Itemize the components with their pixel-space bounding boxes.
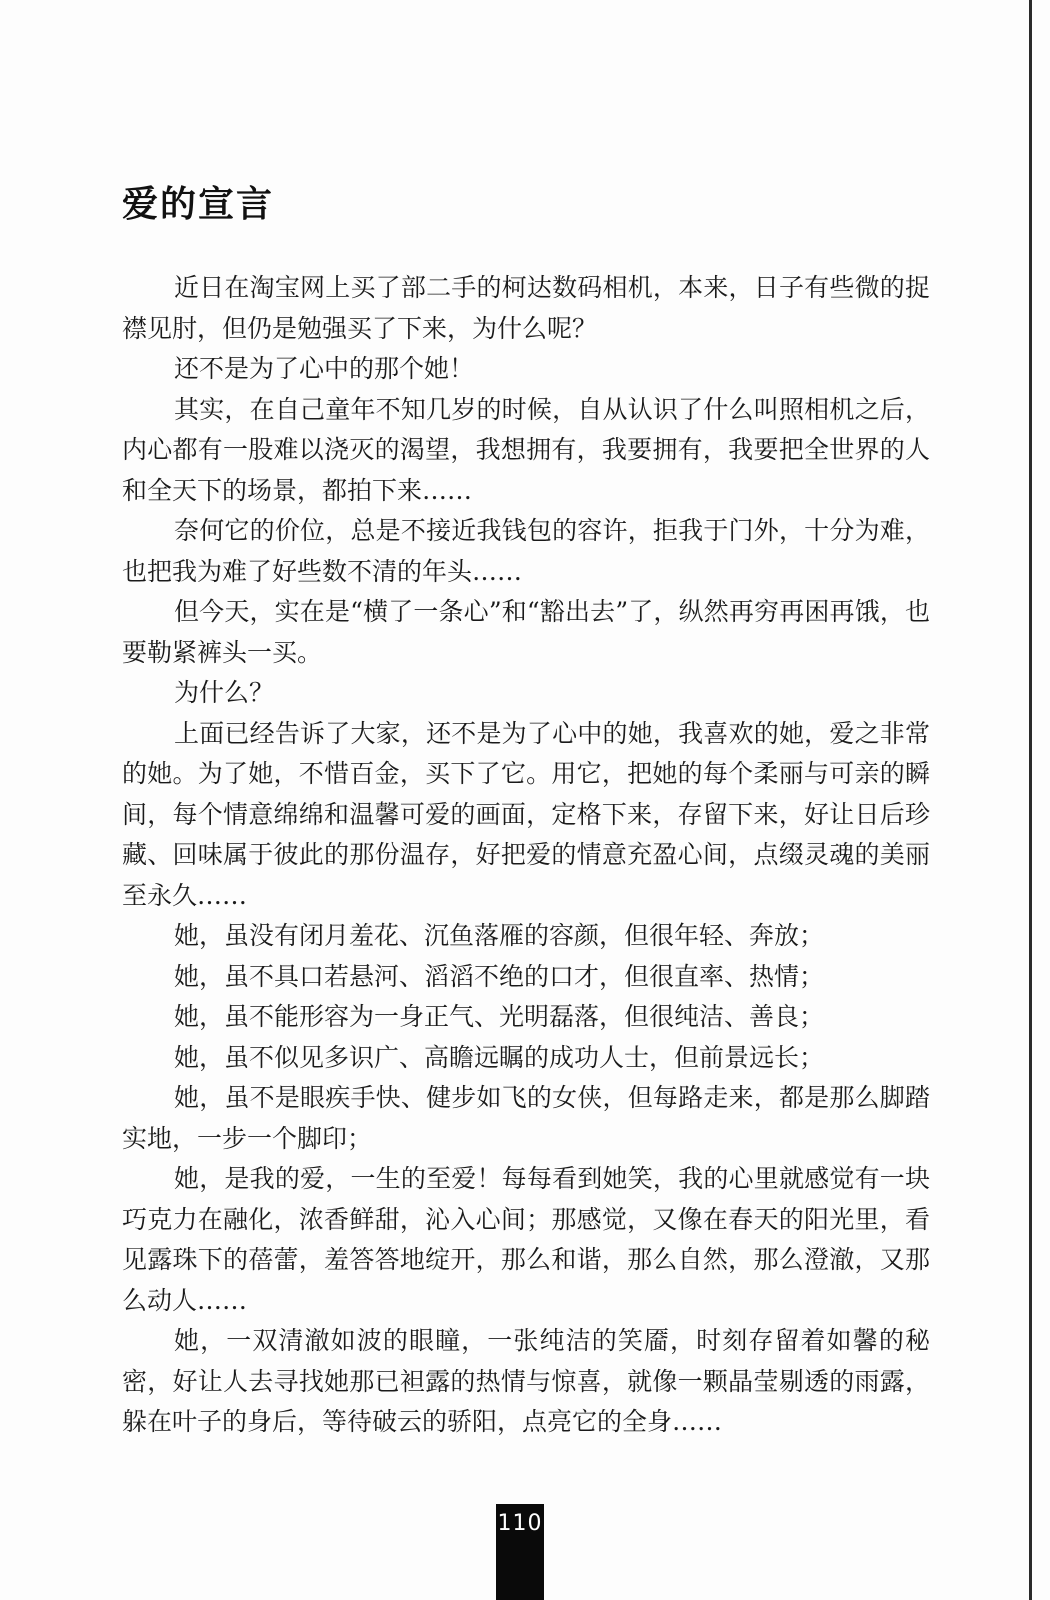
- page-edge-line: [1029, 0, 1032, 1600]
- paragraph: 但今天，实在是“横了一条心”和“豁出去”了，纵然再穷再困再饿，也要勒紧裤头一买。: [122, 597, 930, 667]
- article-body: [122, 268, 930, 1443]
- paragraph: 她，虽不能形容为一身正气、光明磊落，但很纯洁、善良；: [174, 1002, 825, 1031]
- paragraph: 近日在淘宝网上买了部二手的柯达数码相机，本来，日子有些微的捉襟见肘，但仍是勉强买了下来，为什么呢？: [122, 273, 930, 343]
- paragraph: 其实，在自己童年不知几岁的时候，自从认识了什么叫照相机之后，内心都有一股难以浇灭的渴望，我想拥有，我要拥有，我要把全世界的人和全天下的场景，都拍下来……: [122, 394, 930, 505]
- paragraph: 她，虽不具口若悬河、滔滔不绝的口才，但很直率、热情；: [174, 961, 825, 991]
- paragraph: 她，虽不是眼疾手快、健步如飞的女侠，但每路走来，都是那么脚踏实地，一步一个脚印；: [122, 1083, 930, 1153]
- paragraph: 奈何它的价位，总是不接近我钱包的容许，拒我于门外，十分为难，也把我为难了好些数不清的年头……: [122, 516, 930, 586]
- paragraph: 为什么？: [174, 678, 275, 707]
- paragraph: 她，是我的爱，一生的至爱！每每看到她笑，我的心里就感觉有一块巧克力在融化，浓香鲜甜，沁入心间；那感觉，又像在春天的阳光里，看见露珠下的蓓蕾，羞答答地绽开，那么和谐，那么自然，那么澄澈，又那么动人……: [122, 1164, 930, 1315]
- paragraph: 她，一双清澈如波的眼瞳，一张纯洁的笑靥，时刻存留着如馨的秘密，好让人去寻找她那已袒露的热情与惊喜，就像一颗晶莹剔透的雨露，躲在叶子的身后，等待破云的骄阳，点亮它的全身……: [122, 1326, 930, 1436]
- paragraph: 她，虽没有闭月羞花、沉鱼落雁的容颜，但很年轻、奔放；: [174, 921, 825, 950]
- paragraph: 她，虽不似见多识广、高瞻远瞩的成功人士，但前景远长；: [174, 1042, 825, 1072]
- article-title: 爱的宣言: [122, 184, 275, 225]
- paragraph: 还不是为了心中的那个她！: [174, 354, 475, 383]
- paragraph: 上面已经告诉了大家，还不是为了心中的她，我喜欢的她，爱之非常的她。为了她，不惜百金，买下了它。用它，把她的每个柔丽与可亲的瞬间，每个情意绵绵和温馨可爱的画面，定格下来，存留下来，好让日后珍藏、回味属于彼此的那份温存，好把爱的情意充盈心间，点缀灵魂的美丽至永久……: [122, 718, 930, 910]
- page-number: 110: [496, 1504, 544, 1600]
